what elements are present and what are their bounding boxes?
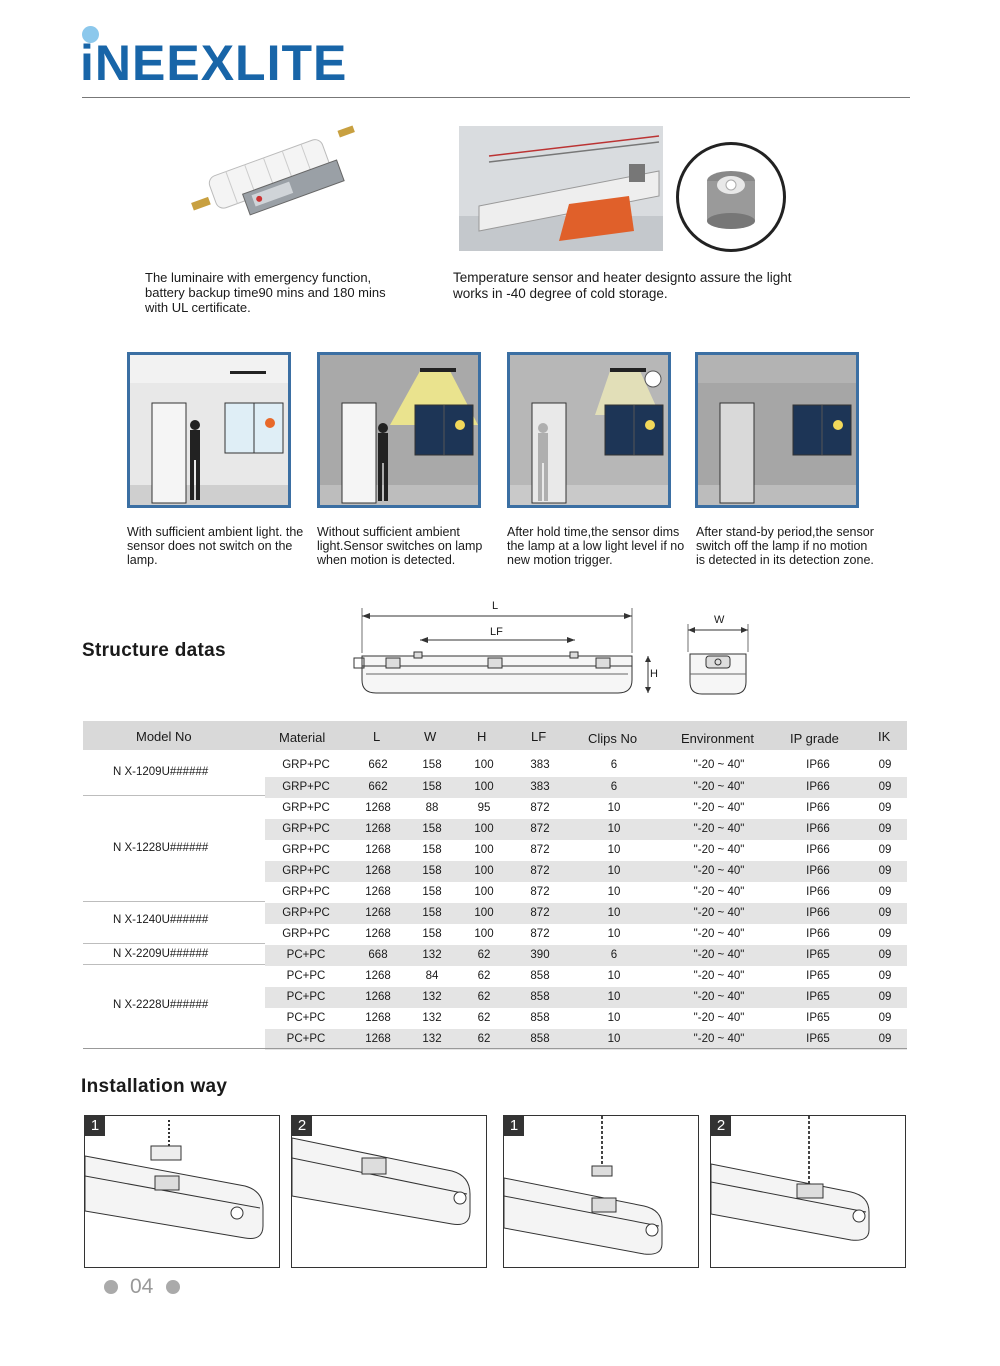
table-cell: IP66 (806, 886, 830, 898)
th-w: W (424, 729, 437, 744)
table-cell: 383 (530, 759, 550, 771)
table-cell: IP66 (806, 865, 830, 877)
header-rule (82, 97, 910, 98)
table-cell: 872 (530, 865, 550, 877)
table-cell: "-20 ~ 40" (693, 991, 745, 1003)
table-cell: 09 (878, 907, 892, 919)
table-cell: IP65 (806, 991, 830, 1003)
table-cell: 158 (422, 886, 442, 898)
table-cell: "-20 ~ 40" (693, 802, 745, 814)
table-cell: GRP+PC (282, 907, 330, 919)
table-cell: "-20 ~ 40" (693, 886, 745, 898)
table-cell: 858 (530, 991, 550, 1003)
th-l: L (373, 729, 381, 744)
table-cell: 6 (610, 759, 618, 771)
table-cell: 1268 (365, 844, 391, 856)
temperature-caption: Temperature sensor and heater designto assure the light works in -40 degree of cold storage. (453, 270, 792, 301)
table-cell: "-20 ~ 40" (693, 1033, 745, 1045)
table-cell: 62 (477, 1033, 491, 1045)
table-cell: 158 (422, 823, 442, 835)
table-cell: 383 (530, 781, 550, 793)
table-cell: IP66 (806, 823, 830, 835)
table-cell: 1268 (365, 865, 391, 877)
th-ip: IP grade (790, 731, 839, 746)
dim-l-label: L (492, 600, 499, 612)
install-ceiling-step-2 (291, 1115, 487, 1268)
table-cell: IP65 (806, 949, 830, 961)
table-cell: IP66 (806, 928, 830, 940)
table-cell: 10 (607, 1033, 621, 1045)
table-cell: 100 (474, 886, 494, 898)
table-cell: PC+PC (286, 1033, 326, 1045)
table-cell: 1268 (365, 802, 391, 814)
structure-title: Structure datas (82, 640, 226, 661)
table-cell: 858 (530, 1012, 550, 1024)
end-dimension-drawing (684, 612, 756, 702)
table-cell: 09 (878, 1012, 892, 1024)
table-row (265, 819, 907, 840)
table-cell: 1268 (365, 1012, 391, 1024)
table-cell: 132 (422, 1033, 442, 1045)
dim-w-label: W (714, 614, 725, 626)
page-dot-left (104, 1280, 118, 1294)
table-row (265, 1029, 907, 1050)
table-row (265, 966, 907, 987)
table-cell: 872 (530, 802, 550, 814)
table-cell: 10 (607, 844, 621, 856)
table-row (265, 1008, 907, 1029)
page-number: 04 (130, 1275, 154, 1298)
table-cell: 09 (878, 928, 892, 940)
table-cell: 100 (474, 844, 494, 856)
table-cell: 100 (474, 781, 494, 793)
table-cell: IP66 (806, 844, 830, 856)
table-cell: 10 (607, 928, 621, 940)
model-1240: N X-1240U###### (113, 914, 209, 926)
install-step-number: 1 (504, 1116, 524, 1136)
install-ceiling-step-1 (84, 1115, 280, 1268)
group-separator (83, 901, 265, 902)
scene-motion-detected (317, 352, 481, 508)
scene-caption-4: After stand-by period,the sensor switch off the lamp if no motion is detected in its detection zone. (696, 525, 874, 567)
table-cell: 158 (422, 759, 442, 771)
install-step-number: 2 (292, 1116, 312, 1136)
group-separator (83, 795, 265, 796)
table-cell: 62 (477, 1012, 491, 1024)
table-cell: PC+PC (286, 949, 326, 961)
table-cell: IP66 (806, 802, 830, 814)
table-row (265, 798, 907, 819)
table-cell: 6 (610, 781, 618, 793)
table-row (265, 924, 907, 945)
model-1228: N X-1228U###### (113, 842, 209, 854)
table-cell: 62 (477, 991, 491, 1003)
table-cell: PC+PC (286, 991, 326, 1003)
table-cell: 872 (530, 928, 550, 940)
dim-h-label: H (650, 668, 658, 680)
table-cell: 872 (530, 907, 550, 919)
th-h: H (477, 729, 487, 744)
table-cell: 10 (607, 886, 621, 898)
table-cell: 88 (425, 802, 439, 814)
table-cell: 09 (878, 886, 892, 898)
table-cell: 132 (422, 949, 442, 961)
table-cell: 09 (878, 844, 892, 856)
table-cell: 100 (474, 759, 494, 771)
install-suspended-step-1 (503, 1115, 699, 1268)
table-row (265, 777, 907, 798)
table-cell: 95 (477, 802, 491, 814)
table-cell: 1268 (365, 823, 391, 835)
scene-dimmed (507, 352, 671, 508)
table-cell: 872 (530, 844, 550, 856)
table-cell: 100 (474, 823, 494, 835)
table-cell: GRP+PC (282, 802, 330, 814)
model-2228: N X-2228U###### (113, 999, 209, 1011)
table-cell: 09 (878, 802, 892, 814)
table-cell: 1268 (365, 886, 391, 898)
table-cell: "-20 ~ 40" (693, 823, 745, 835)
table-row (265, 861, 907, 882)
table-cell: 10 (607, 865, 621, 877)
table-cell: 10 (607, 1012, 621, 1024)
th-clips: Clips No (588, 731, 638, 746)
table-cell: 10 (607, 970, 621, 982)
table-header (83, 721, 907, 750)
table-cell: 390 (530, 949, 550, 961)
table-cell: "-20 ~ 40" (693, 759, 745, 771)
model-1209: N X-1209U###### (113, 766, 209, 778)
table-cell: 62 (477, 949, 491, 961)
th-model: Model No (136, 729, 192, 744)
scene-caption-1: With sufficient ambient light. the sensor does not switch on the lamp. (127, 525, 304, 567)
table-cell: 158 (422, 781, 442, 793)
table-cell: 10 (607, 907, 621, 919)
table-cell: IP65 (806, 1012, 830, 1024)
table-cell: 10 (607, 823, 621, 835)
th-ik: IK (878, 729, 891, 744)
table-cell: 09 (878, 823, 892, 835)
table-cell: IP65 (806, 970, 830, 982)
table-row (265, 840, 907, 861)
table-cell: 6 (610, 949, 618, 961)
table-cell: 158 (422, 865, 442, 877)
table-row (265, 987, 907, 1008)
table-cell: 858 (530, 1033, 550, 1045)
page-dot-right (166, 1280, 180, 1294)
table-cell: 100 (474, 865, 494, 877)
table-cell: 1268 (365, 1033, 391, 1045)
installation-title: Installation way (81, 1076, 228, 1097)
table-row (265, 882, 907, 903)
table-cell: GRP+PC (282, 823, 330, 835)
table-cell: "-20 ~ 40" (693, 1012, 745, 1024)
table-cell: 09 (878, 1033, 892, 1045)
table-cell: 09 (878, 970, 892, 982)
emergency-caption: The luminaire with emergency function, battery backup time90 mins and 180 mins with UL certificate. (145, 270, 386, 315)
th-material: Material (279, 730, 326, 745)
table-cell: GRP+PC (282, 759, 330, 771)
table-cell: GRP+PC (282, 781, 330, 793)
table-cell: IP66 (806, 781, 830, 793)
group-separator (83, 964, 265, 965)
scene-ambient-light (127, 352, 291, 508)
table-cell: 158 (422, 907, 442, 919)
table-cell: 1268 (365, 970, 391, 982)
model-2209: N X-2209U###### (113, 948, 209, 960)
table-cell: GRP+PC (282, 928, 330, 940)
table-cell: 668 (368, 949, 388, 961)
brand-logo: iNEEXLITE (80, 35, 348, 91)
table-cell: 858 (530, 970, 550, 982)
table-cell: 132 (422, 1012, 442, 1024)
th-environment: Environment (681, 731, 754, 746)
table-cell: "-20 ~ 40" (693, 970, 745, 982)
table-cell: 1268 (365, 907, 391, 919)
install-step-number: 1 (85, 1116, 105, 1136)
table-cell: PC+PC (286, 970, 326, 982)
emergency-kit-image (190, 120, 360, 230)
heater-photo (459, 126, 663, 251)
dim-lf-label: LF (490, 626, 503, 638)
table-cell: "-20 ~ 40" (693, 781, 745, 793)
table-cell: 132 (422, 991, 442, 1003)
table-cell: 158 (422, 844, 442, 856)
sensor-closeup-image (676, 142, 786, 252)
table-cell: 100 (474, 907, 494, 919)
table-cell: PC+PC (286, 1012, 326, 1024)
scene-caption-2: Without sufficient ambient light.Sensor switches on lamp when motion is detected. (317, 525, 483, 567)
table-cell: "-20 ~ 40" (693, 949, 745, 961)
install-step-number: 2 (711, 1116, 731, 1136)
table-row (265, 903, 907, 924)
install-suspended-step-2 (710, 1115, 906, 1268)
table-cell: "-20 ~ 40" (693, 907, 745, 919)
scene-caption-3: After hold time,the sensor dims the lamp at a low light level if no new motion trigger. (507, 525, 685, 567)
table-cell: "-20 ~ 40" (693, 865, 745, 877)
table-cell: GRP+PC (282, 844, 330, 856)
table-cell: IP66 (806, 759, 830, 771)
table-cell: 09 (878, 759, 892, 771)
table-row (265, 945, 907, 966)
table-row (265, 755, 907, 776)
scene-switched-off (695, 352, 859, 508)
group-separator (83, 943, 265, 944)
table-cell: 84 (425, 970, 439, 982)
th-lf: LF (531, 729, 547, 744)
table-cell: 62 (477, 970, 491, 982)
table-cell: 10 (607, 991, 621, 1003)
table-cell: 09 (878, 991, 892, 1003)
table-cell: GRP+PC (282, 865, 330, 877)
table-cell: "-20 ~ 40" (693, 844, 745, 856)
side-dimension-drawing (350, 598, 670, 703)
table-cell: IP66 (806, 907, 830, 919)
table-cell: 1268 (365, 928, 391, 940)
table-cell: 09 (878, 949, 892, 961)
table-cell: 09 (878, 781, 892, 793)
table-cell: 662 (368, 759, 388, 771)
table-cell: 662 (368, 781, 388, 793)
table-cell: 100 (474, 928, 494, 940)
table-cell: 10 (607, 802, 621, 814)
table-cell: IP65 (806, 1033, 830, 1045)
table-bottom-rule (83, 1048, 907, 1049)
table-cell: 1268 (365, 991, 391, 1003)
table-cell: 158 (422, 928, 442, 940)
table-cell: "-20 ~ 40" (693, 928, 745, 940)
table-cell: 872 (530, 886, 550, 898)
table-cell: 872 (530, 823, 550, 835)
table-cell: 09 (878, 865, 892, 877)
table-cell: GRP+PC (282, 886, 330, 898)
